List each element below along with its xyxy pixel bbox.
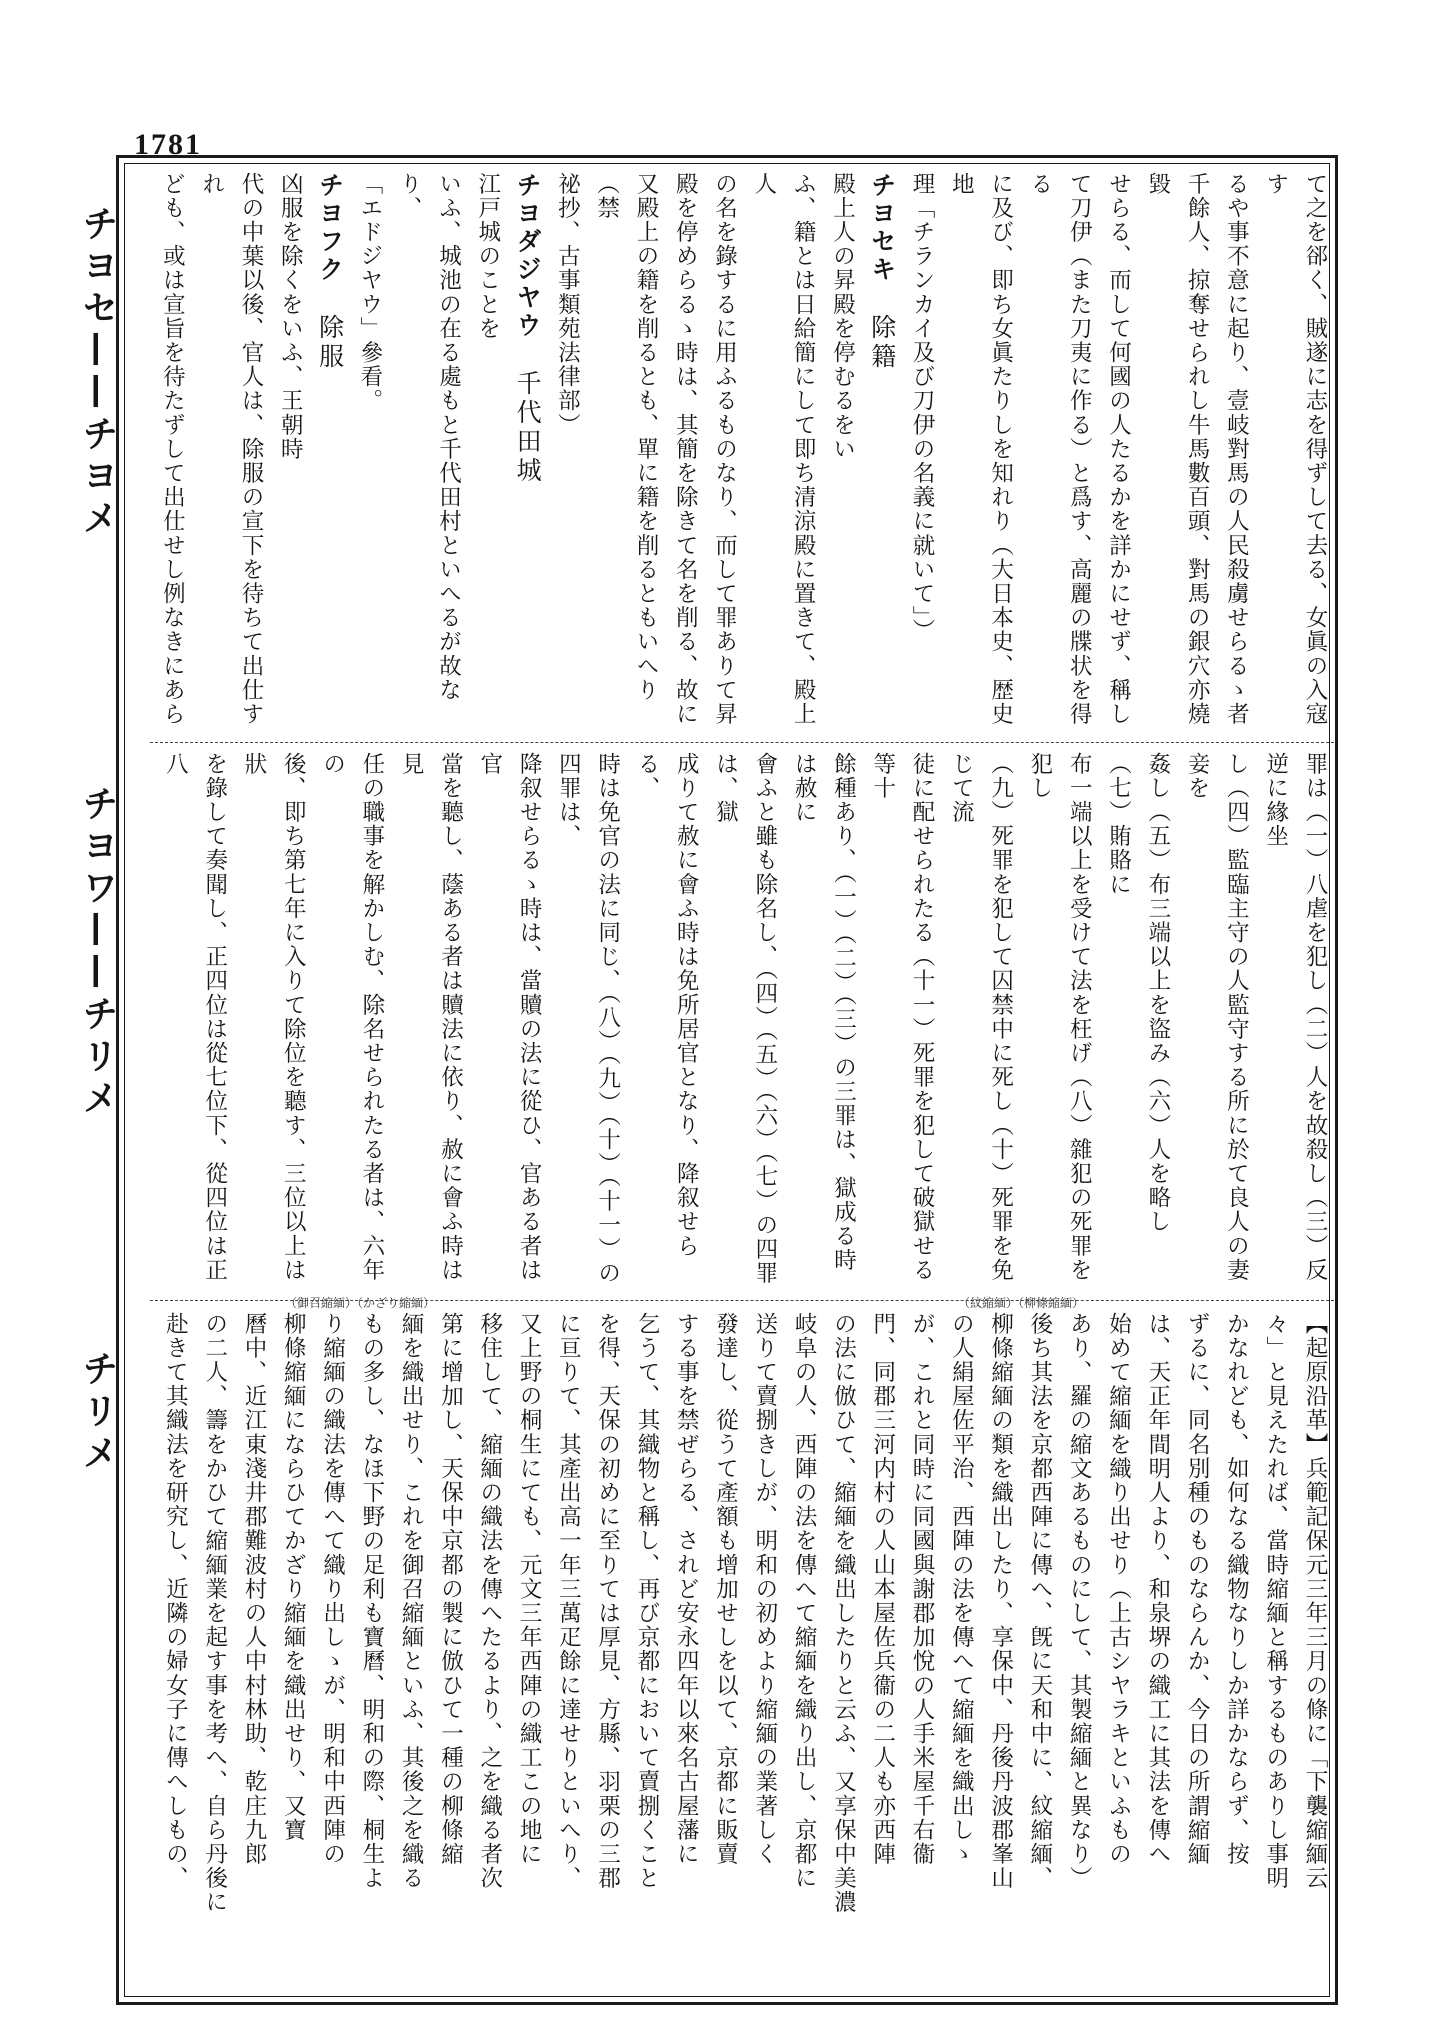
text-line: 柳條縮緬にならひてかざり縮緬を織出せり、又寶 bbox=[280, 1312, 307, 1843]
text-line: 又上野の桐生にても、元文三年西陣の織工この地に bbox=[516, 1312, 543, 1867]
text-line: ずるに、同名別種のものならんか、今日の所謂縮緬 bbox=[1184, 1312, 1211, 1867]
text-line: の法に倣ひて、縮緬を織出したりと云ふ、又享保中美濃 bbox=[830, 1312, 857, 1915]
entry-text-line: 凶服を除くをいふ、王朝時 bbox=[277, 172, 304, 462]
text-line: 赴きて其織法を研究し、近隣の婦女子に傳へしもの、 bbox=[162, 1312, 189, 1891]
text-line: 徒に配せられたる（十一）死罪を犯して破獄せる等十 bbox=[869, 752, 936, 1283]
text-line: 第に增加し、天保中京都の製に倣ひて一種の柳條縮 bbox=[437, 1312, 464, 1867]
entry-text-line: ふ、籍とは日給簡にして即ち清涼殿に置きて、殿上人 bbox=[750, 172, 817, 727]
text-line: 姦し（五）布三端以上を盜み（六）人を略し（七）賄賂に bbox=[1105, 752, 1171, 1234]
margin-headword-lower: チリメ bbox=[77, 1350, 118, 1476]
text-line: 【起原沿革】兵範記保元三年三月の條に「下襲縮緬云 bbox=[1302, 1312, 1328, 1891]
text-column-lower bbox=[150, 1312, 1334, 1992]
text-line: 岐阜の人、西陣の法を傳へて縮緬を織り出し、京都に bbox=[791, 1312, 818, 1891]
text-line: に亘りて、其產出高一年三萬疋餘に達せりといへり、 bbox=[555, 1312, 582, 1891]
text-line: 門、同郡三河内村の人山本屋佐兵衞の二人も亦西陣 bbox=[869, 1312, 896, 1867]
text-line: 後、即ち第七年に入りて除位を聽す、三位以上は狀 bbox=[240, 752, 307, 1283]
text-line: し（四）監臨主守の人監守する所に於て良人の妻妾を bbox=[1184, 752, 1250, 1283]
entry-text-line: 代の中葉以後、官人は、除服の宣下を待ちて出仕すれ bbox=[198, 172, 264, 727]
entry-text-line: 江戸城のことを bbox=[474, 172, 501, 341]
text-line: に及び、即ち女眞たりしを知れり（大日本史、歴史地 bbox=[948, 172, 1014, 727]
entry-text-line: 「エドジヤウ」參看。 bbox=[356, 172, 383, 413]
text-line: 發達し、從うて產額も增加せしを以て、京都に販賣 bbox=[712, 1312, 739, 1867]
dictionary-entry-head bbox=[507, 172, 547, 734]
text-line: 始めて縮緬を織り出せり（上古シヤラキといふもの bbox=[1105, 1312, 1132, 1867]
dictionary-entry-head bbox=[309, 172, 349, 734]
text-line: が、これと同時に同國與謝郡加悅の人手米屋千右衞 bbox=[909, 1312, 936, 1867]
entry-text-line: の名を錄するに用ふるものなり、而して罪ありて昇 bbox=[711, 172, 738, 727]
text-line: 當を聽し、蔭ある者は贖法に依り、赦に會ふ時は見 bbox=[398, 752, 464, 1283]
text-line: 理「チランカイ及び刀伊の名義に就いて」） bbox=[909, 172, 936, 643]
text-line: て刀伊（また刀夷に作る）と爲す、高麗の牒状を得る bbox=[1026, 172, 1093, 727]
text-line: 布一端以上を受けて法を枉げ（八）雜犯の死罪を犯し bbox=[1026, 752, 1093, 1283]
page-number: 1781 bbox=[134, 128, 202, 161]
text-line: せらる、而して何國の人たるかを詳かにせず、稱し bbox=[1105, 172, 1132, 727]
text-line: の二人、籌をかひて縮緬業を起す事を考へ、自ら丹後に bbox=[201, 1312, 228, 1915]
entry-text-line: 又殿上の籍を削るとも、單に籍を削るともいへり（禁 bbox=[593, 172, 659, 703]
text-line bbox=[150, 752, 155, 1292]
text-line: 會ふと雖も除名し、（四）（五）（六）（七）の四罪は、獄 bbox=[712, 752, 778, 1286]
text-line: 々」と見えたれば、當時縮緬と稱するものありし事明 bbox=[1262, 1312, 1289, 1891]
entry-title: チヨセキ bbox=[867, 172, 897, 284]
text-line: かなれども、如何なる織物なりしか詳かならず、按 bbox=[1223, 1312, 1250, 1867]
text-line: の人絹屋佐平治、西陣の法を傳へて縮緬を織出しゝ bbox=[948, 1312, 975, 1867]
entry-text-line: いふ、城池の在る處もと千代田村といへるが故なり、 bbox=[396, 172, 462, 703]
entry-title: チヨフク bbox=[315, 172, 345, 284]
section-middle bbox=[150, 752, 1334, 1292]
text-line: 送りて賣捌きしが、明和の初めより縮緬の業著しく bbox=[751, 1312, 778, 1867]
text-line: 乞うて、其織物と稱し、再び京都において賣捌くこと bbox=[633, 1312, 660, 1891]
entry-text-line: 殿上人の昇殿を停むるをい bbox=[829, 172, 856, 462]
illustration-caption: （紋縮緬）（柳條縮緬） bbox=[958, 1296, 1085, 1310]
entry-text-line bbox=[150, 172, 152, 734]
illustration-caption: （御召縮緬）（かざり縮緬） bbox=[285, 1296, 436, 1310]
text-line: 餘種あり、（一）（二）（三）の三罪は、獄成る時は赦に bbox=[791, 752, 857, 1273]
text-line: て之を郤く、賊遂に志を得ずして去る、女眞の入寇す bbox=[1262, 172, 1328, 727]
entry-text-line: 殿を停めらるゝ時は、其簡を除きて名を削る、故に bbox=[672, 172, 699, 727]
margin-headword-upper: チヨセ——チヨメ bbox=[77, 205, 118, 541]
text-line: 降叙せらるゝ時は、當贖の法に從ひ、官ある者は官 bbox=[476, 752, 543, 1283]
dictionary-entry-head bbox=[861, 172, 901, 734]
text-column-middle bbox=[150, 752, 1334, 1292]
text-line: 移住して、縮緬の織法を傳へたるより、之を織る者次 bbox=[476, 1312, 503, 1891]
text-line: 罪は（一）八虐を犯し（二）人を故殺し（三）反逆に緣坐 bbox=[1262, 752, 1328, 1283]
entry-kanji: 除籍 bbox=[867, 314, 897, 372]
text-column-upper bbox=[150, 172, 1334, 734]
text-line: を得、天保の初めに至りては厚見、方縣、羽栗の三郡 bbox=[594, 1312, 621, 1891]
text-line: 曆中、近江東淺井郡難波村の人中村林助、乾庄九郎 bbox=[240, 1312, 267, 1867]
text-line: は、天正年間明人より、和泉堺の織工に其法を傳へ bbox=[1144, 1312, 1171, 1867]
section-lower bbox=[150, 1312, 1334, 1992]
text-line: るや事不意に起り、壹岐對馬の人民殺虜せらるゝ者 bbox=[1223, 172, 1250, 727]
text-line: あり、羅の縮文あるものにして、其製縮緬と異なり） bbox=[1066, 1312, 1093, 1891]
text-line: 柳條縮緬の類を織出したり、享保中、丹後丹波郡峯山 bbox=[987, 1312, 1014, 1891]
section-upper bbox=[150, 172, 1334, 734]
text-line: 後ち其法を京都西陣に傳へ、旣に天和中に、紋縮緬、 bbox=[1026, 1312, 1053, 1891]
text-line: 任の職事を解かしむ、除名せられたる者は、六年の bbox=[319, 752, 385, 1283]
text-line: 成りて赦に會ふ時は免所居官となり、降叙せらる、 bbox=[633, 752, 700, 1259]
text-line: 時は免官の法に同じ、（八）（九）（十）（十一）の四罪は、 bbox=[555, 752, 621, 1286]
text-line: を錄して奏聞し、正四位は從七位下、從四位は正八 bbox=[162, 752, 228, 1283]
section-divider bbox=[150, 742, 1334, 743]
entry-title: チヨダジヤウ bbox=[513, 172, 543, 340]
entry-text-line: 祕抄、古事類苑法律部） bbox=[554, 172, 581, 438]
text-line: （九）死罪を犯して囚禁中に死し（十）死罪を免じて流 bbox=[948, 752, 1014, 1283]
margin-headword-middle: チヨワ——チリメ bbox=[77, 785, 118, 1121]
text-line bbox=[150, 1312, 155, 1992]
text-line: 緬を織出せり、これを御召縮緬といふ、其後之を織る bbox=[398, 1312, 425, 1891]
entry-kanji: 千代田城 bbox=[513, 370, 543, 486]
text-line: もの多し、なほ下野の足利も寶曆、明和の際、桐生よ bbox=[358, 1312, 385, 1891]
entry-kanji: 除服 bbox=[315, 314, 345, 372]
text-line: 千餘人、掠奪せられし牛馬數百頭、對馬の銀穴亦燒毀 bbox=[1144, 172, 1211, 727]
entry-text-line: ども、或は宣旨を待たずして出仕せし例なきにあら bbox=[159, 172, 186, 727]
text-line: する事を禁ぜらる、されど安永四年以來名古屋藩に bbox=[673, 1312, 700, 1867]
text-line: り縮緬の織法を傳へて織り出しゝが、明和中西陣の bbox=[319, 1312, 346, 1867]
